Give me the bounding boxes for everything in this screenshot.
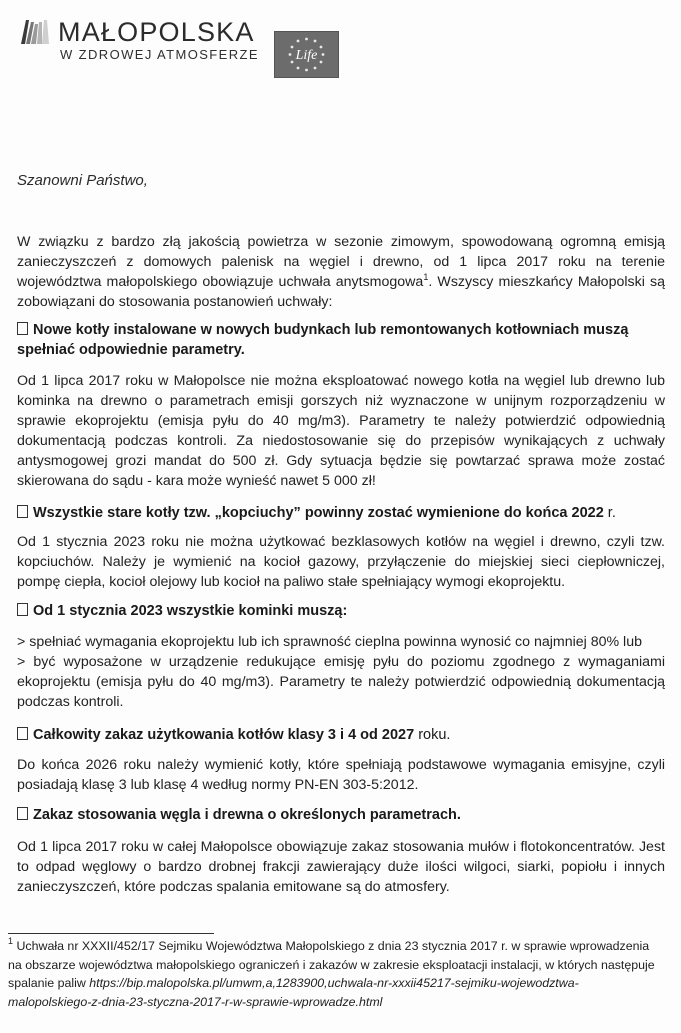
section-heading-new-boilers: Nowe kotły instalowane w nowych budynkach lub remontowanych kotłowniach muszą spełniać odpowiednie parametry.	[17, 322, 629, 358]
intro-paragraph: W związku z bardzo złą jakością powietrza w sezonie zimowym, spowodowaną ogromną emisją zanieczyszczeń z domowych palenisk na węgiel i drewno, od 1 lipca 2017 roku na terenie województwa małopolskiego obowiązuje uchwała anytsmogowa$^1$. Wszyscy mieszkańcy Małopolski są zobowiązani do stosowania postanowień uchwały:	[17, 234, 665, 310]
section-body-fuel-ban: Od 1 lipca 2017 roku w całej Małopolsce obowiązuje zakaz stosowania mułów i flotokoncentratów. Jest to odpad węglowy o bardzo drobnej frakcji zawierający duże ilości wilgoci, siarki, popiołu i innych zanieczyszczeń, które podczas spalania emitowane są do atmosfery.	[17, 839, 665, 895]
section-body-fireplaces-line1: > spełniać wymagania ekoprojektu lub ich sprawność cieplna powinna wynosić co najmniej 80% lub	[17, 634, 642, 650]
malopolska-mark-icon	[20, 16, 50, 46]
salutation: Szanowni Państwo,	[17, 172, 148, 189]
letterhead	[18, 14, 338, 64]
footnote-divider	[8, 933, 214, 934]
svg-text:Life: Life	[295, 48, 318, 63]
section-body-old-boilers: Od 1 stycznia 2023 roku nie można użytkować bezklasowych kotłów na węgiel i drewno, czyli tzw. kopciuchów. Należy je wymienić na kocioł gazowy, przyłączenie do miejskiej sieci ciepłowniczej, pompę ciepła, kocioł olejowy lub kocioł na paliwo stałe spełniający wymogi ekoprojektu.	[17, 534, 665, 590]
section-body-fireplaces-line2: > być wyposażone w urządzenie redukujące emisję pyłu do poziomu zgodnego z wymaganiami ekoprojektu (emisja pyłu do 40 mg/m3). Parametry te należy potwierdzić odpowiednią dokumentacją podczas kontroli.	[17, 654, 665, 710]
checkbox-bullet-icon	[17, 322, 28, 335]
section-body-class-3-4-ban: Do końca 2026 roku należy wymienić kotły, które spełniają podstawowe wymagania emisyjne, czyli posiadają klasę 3 lub klasę 4 według normy PN-EN 303-5:2012.	[17, 757, 665, 793]
section-body-new-boilers: Od 1 lipca 2017 roku w Małopolsce nie można eksploatować nowego kotła na węgiel lub drewno lub kominka na drewno o parametrach emisji gorszych niż wyznaczone w unijnym rozporządzeniu w sprawie ekoprojektu (emisja pyłu do 40 mg/m3). Parametry te należy potwierdzić odpowiednią dokumentacją podczas kontroli. Za niedostosowanie się do przepisów wynikających z uchwały antysmogowej grozi mandat do 500 zł. Gdy sytuacja będzie się powtarzać sprawa może zostać skierowana do sądu - kara może wynieść nawet 5 000 zł!	[17, 373, 665, 489]
checkbox-bullet-icon	[17, 505, 28, 518]
footnote: $^1$ Uchwała nr XXXII/452/17 Sejmiku Województwa Małopolskiego z dnia 23 stycznia 2017 r. w sprawie wprowadzenia na obszarze województwa małopolskiego ograniczeń i zakazów w zakresie eksploatacji instalacji, w których następuje spalanie paliw https://bip.malopolska.pl/umwm,a,1283900,uchwala-nr-xxxii45217-sejmiku-wojewodztwa-malopolskiego-z-dnia-23-styczna-2017-r-w-sprawie-wprowadze.html	[8, 936, 655, 1009]
footnote-ref[interactable]: 1	[423, 272, 429, 282]
checkbox-bullet-icon	[17, 807, 28, 820]
checkbox-bullet-icon	[17, 727, 28, 740]
section-heading-fuel-ban: Zakaz stosowania węgla i drewna o określonych parametrach.	[17, 805, 667, 825]
footnote-url-link[interactable]: https://bip.malopolska.pl/umwm,a,1283900,uchwala-nr-xxxii45217-sejmiku-wojewodztwa-malopolskiego-z-dnia-23-styczna-2017-r-w-sprawie-wprowadze.html	[8, 976, 579, 1009]
eu-life-logo-icon	[274, 31, 339, 78]
section-heading-old-boilers: Wszystkie stare kotły tzw. „kopciuchy” powinny zostać wymienione do końca 2022 r.	[17, 503, 667, 523]
brand-title: MAŁOPOLSKA	[58, 17, 255, 47]
section-heading-fireplaces: Od 1 stycznia 2023 wszystkie kominki muszą:	[17, 601, 667, 621]
footnote-marker: 1	[8, 936, 14, 946]
brand-subtitle: W ZDROWEJ ATMOSFERZE	[60, 47, 259, 62]
checkbox-bullet-icon	[17, 603, 28, 616]
section-heading-class-3-4-ban: Całkowity zakaz użytkowania kotłów klasy 3 i 4 od 2027 roku.	[17, 725, 667, 745]
